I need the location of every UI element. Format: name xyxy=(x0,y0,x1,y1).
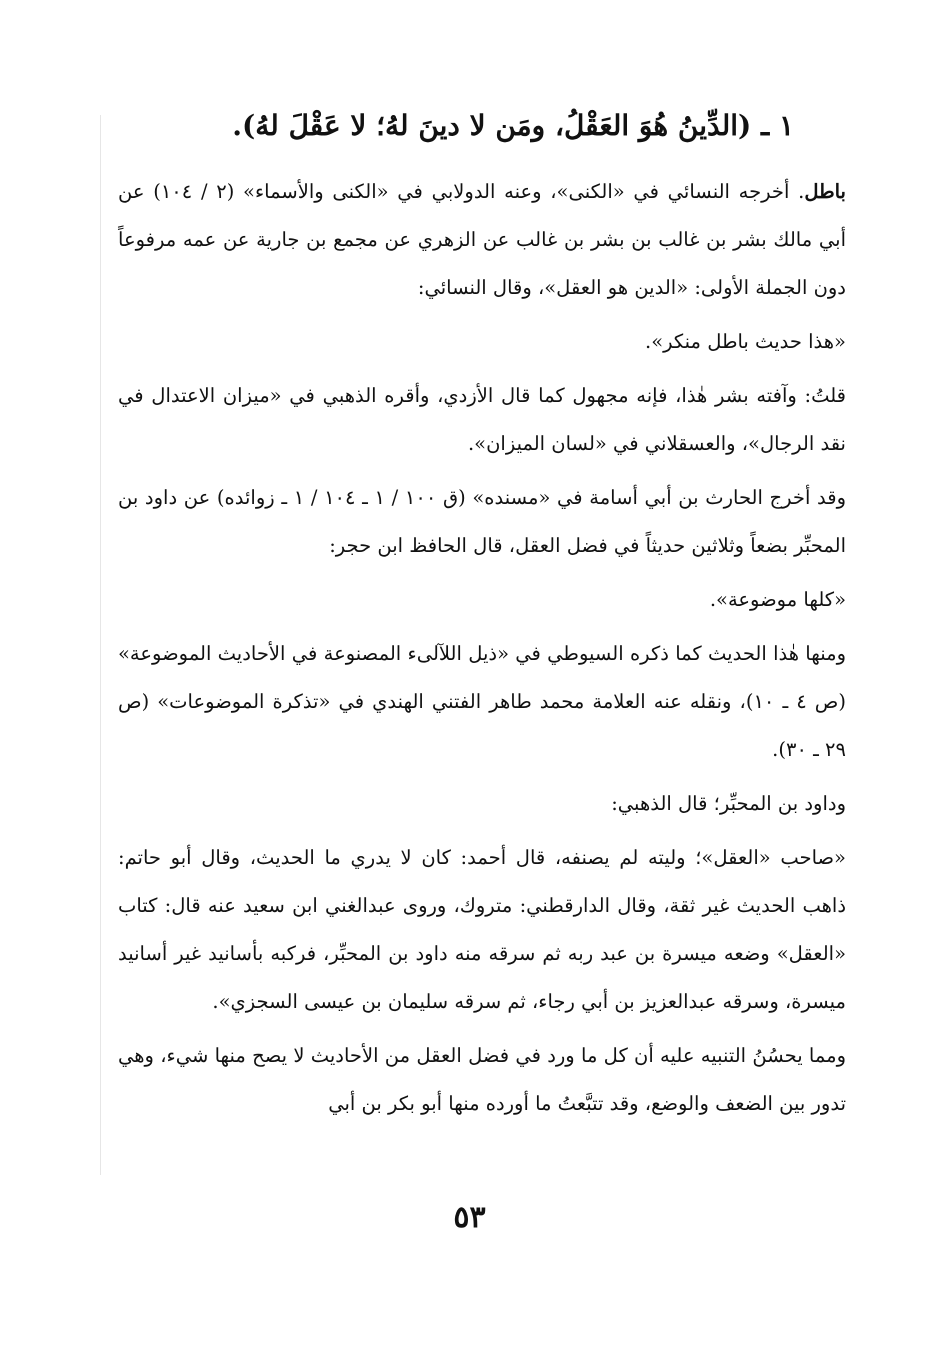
paragraph-1 xyxy=(118,168,846,312)
paragraph-1-text: . أخرجه النسائي في «الكنى»، وعنه الدولابي في «الكنى والأسماء» (٢ / ١٠٤) عن أبي مالك بشر بن غالب بن بشر بن غالب عن الزهري عن مجمع بن جارية عن عمه مرفوعاً دون الجملة الأولى: «الدين هو العقل»، وقال النسائي: xyxy=(118,180,846,299)
verdict-label: باطل xyxy=(804,180,846,203)
paragraph-5-quote: «كلها موضوعة». xyxy=(709,588,846,611)
paragraph-3: قلتُ: وآفته بشر هٰذا، فإنه مجهول كما قال الأزدي، وأقره الذهبي في «ميزان الاعتدال في نقد الرجال»، والعسقلاني في «لسان الميزان». xyxy=(118,384,846,455)
page-number: ٥٣ xyxy=(453,1200,486,1235)
paragraph-9: ومما يحسُنُ التنبيه عليه أن كل ما ورد في فضل العقل من الأحاديث لا يصح منها شيء، وهي تدور بين الضعف والوضع، وقد تتبَّعتُ ما أورده منها أبو بكر بن أبي xyxy=(118,1044,846,1115)
scan-margin-line xyxy=(100,115,101,1175)
hadith-heading: ١ ـ (الدِّينُ هُوَ العَقْلُ، ومَن لا دينَ لهُ؛ لا عَقْلَ لهُ). xyxy=(232,109,794,142)
paragraph-7: وداود بن المحبِّر؛ قال الذهبي: xyxy=(611,792,846,815)
paragraph-4: وقد أخرج الحارث بن أبي أسامة في «مسنده» (ق ١٠٠ / ١ ـ ١٠٤ / ١ ـ زوائده) عن داود بن المحبِّر بضعاً وثلاثين حديثاً في فضل العقل، قال الحافظ ابن حجر: xyxy=(118,486,846,557)
paragraph-2-quote: «هذا حديث باطل منكر». xyxy=(645,330,846,353)
paragraph-6: ومنها هٰذا الحديث كما ذكره السيوطي في «ذيل اللآلىء المصنوعة في الأحاديث الموضوعة» (ص ٤ ـ ١٠)، ونقله عنه العلامة محمد طاهر الفتني الهندي في «تذكرة الموضوعات» (ص ٢٩ ـ ٣٠). xyxy=(118,642,846,761)
page-content xyxy=(118,96,846,1134)
paragraph-8: «صاحب «العقل»؛ وليته لم يصنفه، قال أحمد: كان لا يدري ما الحديث، وقال أبو حاتم: ذاهب الحديث غير ثقة، وقال الدارقطني: متروك، وروى عبدالغني ابن سعيد عنه قال: كتاب «العقل» وضعه ميسرة بن عبد ربه ثم سرقه منه داود بن المحبِّر، فركبه بأسانيد غير أسانيد ميسرة، وسرقه عبدالعزيز بن أبي رجاء، ثم سرقه سليمان بن عيسى السجزي». xyxy=(118,846,846,1013)
